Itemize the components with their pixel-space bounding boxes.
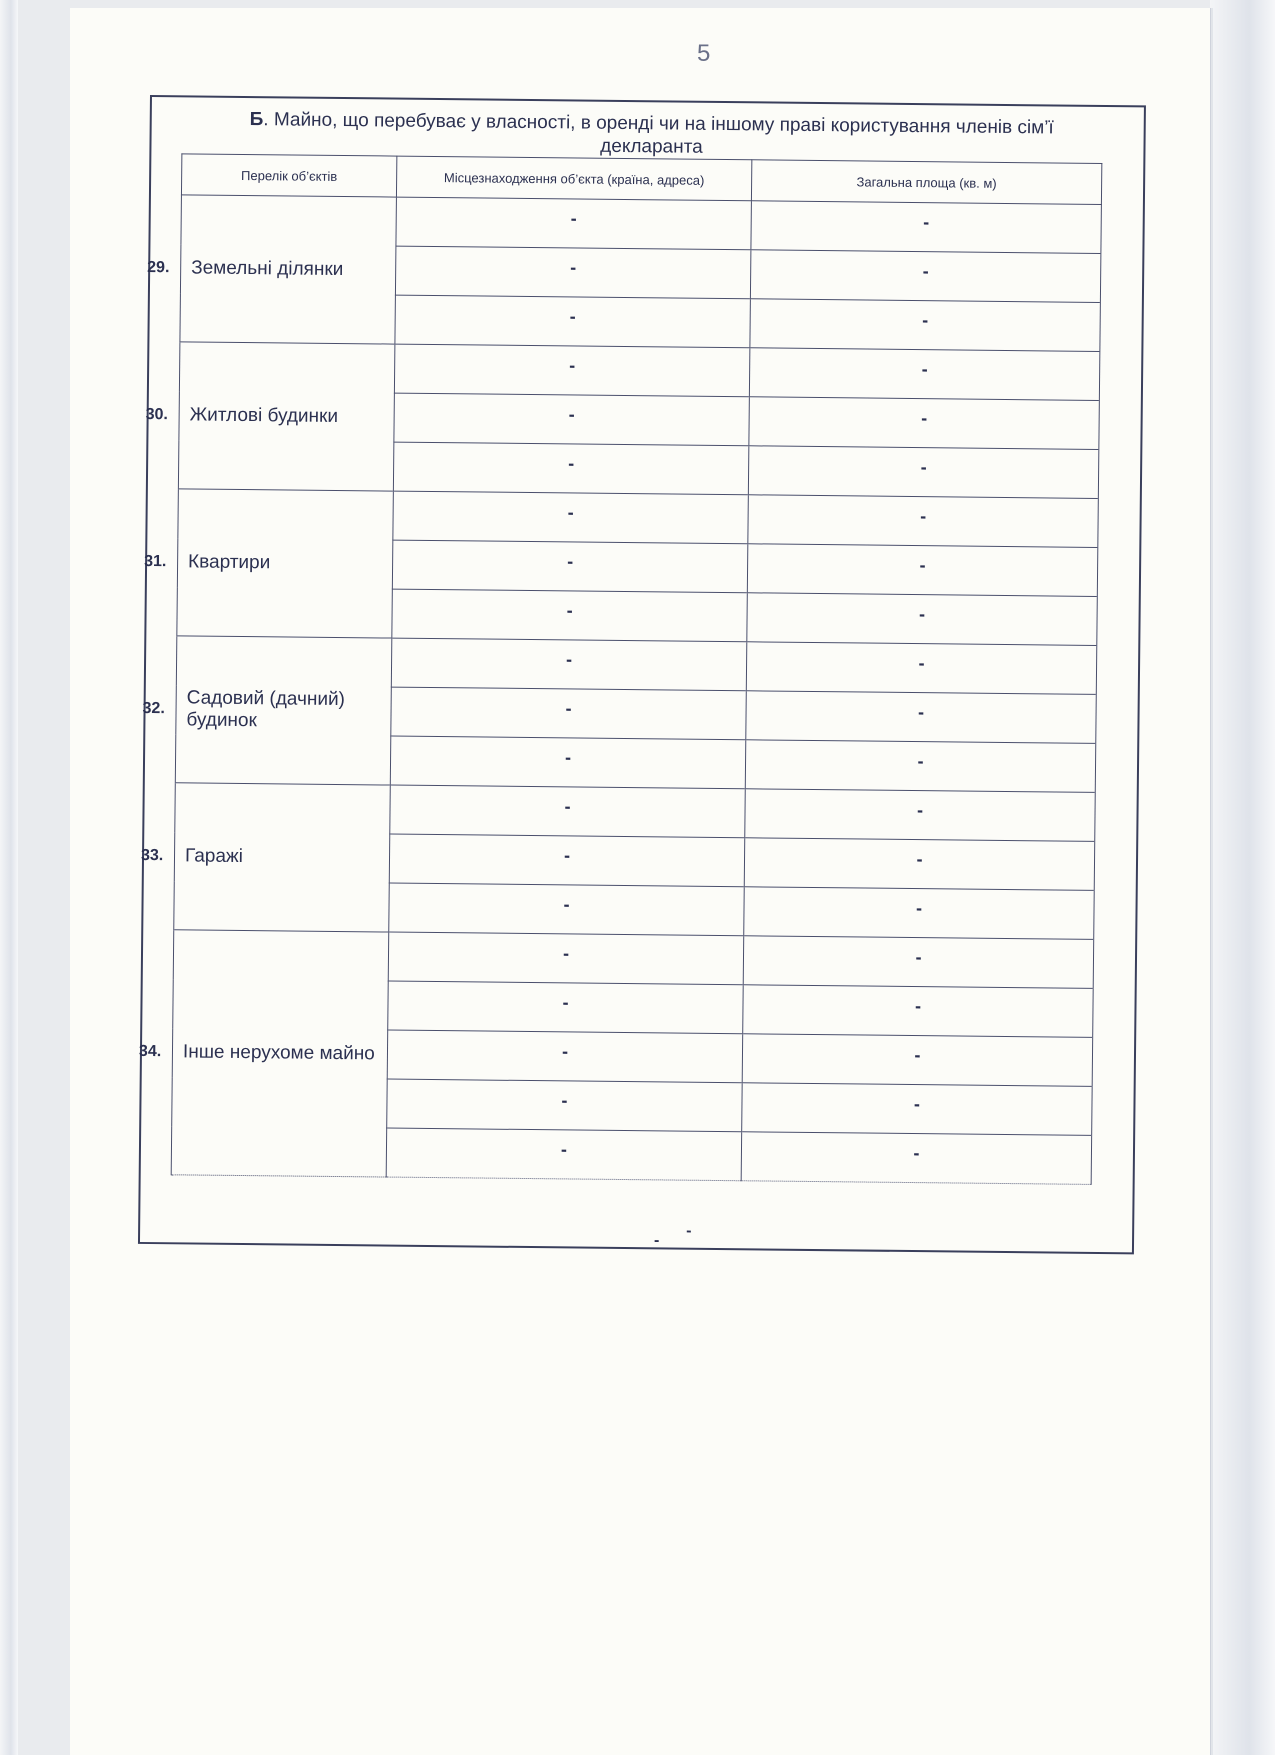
location-cell (388, 981, 743, 1034)
location-cell-value: - (570, 208, 577, 229)
area-cell (744, 887, 1094, 940)
section-title-text: . Майно, що перебуває у власності, в оренді чи на іншому праві користування членів сім’ї декларанта (263, 109, 1054, 158)
location-cell-value: - (570, 257, 577, 278)
category-label: Квартири (188, 551, 271, 574)
area-cell-value: - (919, 555, 926, 576)
area-cell (748, 446, 1098, 499)
category-cell (144, 489, 394, 638)
area-cell-value: - (917, 702, 925, 723)
location-cell-value: - (569, 355, 576, 376)
table-row (179, 342, 1099, 401)
area-cell (746, 691, 1096, 744)
row-number: 34. (138, 1042, 162, 1061)
area-cell (741, 1132, 1091, 1185)
area-cell-value: - (915, 898, 923, 919)
area-cell (745, 789, 1095, 842)
category-label: Садовий (дачний) будинок (186, 687, 346, 732)
row-number: 30. (145, 405, 168, 424)
location-cell-value: - (566, 600, 573, 621)
table-row (178, 489, 1098, 548)
area-cell-value: - (921, 359, 928, 380)
area-cell-value: - (920, 506, 927, 527)
area-cell (750, 299, 1100, 352)
area-cell (743, 985, 1093, 1038)
location-cell-value: - (569, 306, 576, 327)
trailing-mark-right: - (686, 1222, 692, 1240)
table-row (173, 930, 1093, 989)
scanner-edge-right (1210, 0, 1275, 1755)
area-cell-value: - (915, 947, 922, 968)
category-label: Гаражі (184, 845, 243, 868)
area-cell-value: - (916, 800, 924, 821)
location-cell-value: - (567, 551, 574, 572)
category-label: Інше нерухоме майно (182, 1041, 375, 1065)
location-cell-value: - (563, 845, 571, 866)
location-cell-value: - (561, 1090, 568, 1111)
scanner-edge-left (0, 0, 18, 1755)
area-cell (742, 1034, 1092, 1087)
row-number: 32. (142, 699, 165, 718)
area-cell (745, 740, 1095, 793)
area-cell (748, 495, 1098, 548)
section-letter: Б (249, 109, 264, 131)
table-row (181, 195, 1101, 254)
area-cell (744, 838, 1094, 891)
row-number: 33. (140, 846, 164, 865)
area-cell-value: - (917, 751, 924, 772)
location-cell (393, 491, 748, 544)
area-cell-value: - (913, 1143, 920, 1164)
location-cell (387, 1079, 742, 1132)
location-cell-value: - (566, 649, 573, 670)
location-cell-value: - (563, 894, 570, 915)
location-cell-value: - (560, 1139, 568, 1160)
area-cell-value: - (922, 261, 929, 282)
area-cell-value: - (914, 1045, 921, 1066)
location-cell (394, 393, 749, 446)
location-cell (393, 442, 748, 495)
table-body (138, 195, 1101, 1185)
location-cell (396, 197, 751, 250)
area-cell-value: - (913, 1094, 921, 1115)
row-number: 31. (144, 552, 167, 571)
table-row (175, 783, 1095, 842)
section-frame (138, 95, 1146, 1254)
category-cell (138, 930, 389, 1177)
area-cell (743, 936, 1093, 989)
location-cell (387, 1030, 742, 1083)
area-cell-value: - (923, 212, 930, 233)
area-cell-value: - (918, 653, 925, 674)
area-cell (750, 250, 1100, 303)
area-cell-value: - (920, 457, 927, 478)
category-label: Житлові будинки (189, 404, 339, 427)
area-cell (747, 593, 1097, 646)
area-cell (749, 348, 1099, 401)
category-label: Земельні ділянки (191, 257, 344, 281)
area-cell-value: - (919, 604, 926, 625)
location-cell (389, 834, 744, 887)
area-cell (747, 544, 1097, 597)
location-cell (395, 246, 750, 299)
area-cell-value: - (922, 310, 929, 331)
page-number: 5 (697, 40, 711, 67)
row-number: 29. (147, 258, 170, 277)
category-cell (140, 783, 391, 932)
location-cell-value: - (565, 698, 572, 719)
header-area: Загальна площа (кв. м) (751, 160, 1101, 205)
location-cell (391, 638, 746, 691)
area-cell-value: - (921, 408, 928, 429)
location-cell-value: - (568, 404, 575, 425)
location-cell (390, 736, 745, 789)
area-cell (742, 1083, 1092, 1136)
location-cell-value: - (564, 796, 571, 817)
assets-table (138, 153, 1103, 1185)
location-cell (386, 1128, 741, 1181)
category-cell (145, 342, 395, 491)
location-cell-value: - (564, 747, 572, 768)
category-cell (142, 636, 392, 785)
location-cell-value: - (568, 453, 575, 474)
location-cell (392, 540, 747, 593)
location-cell-value: - (562, 943, 570, 964)
area-cell-value: - (914, 996, 922, 1017)
area-cell (751, 201, 1101, 254)
location-cell (388, 932, 743, 985)
header-objects: Перелік об’єктів (181, 154, 396, 197)
header-location: Місцезнаходження об’єкта (країна, адреса) (396, 156, 751, 201)
area-cell (749, 397, 1099, 450)
location-cell (390, 785, 745, 838)
location-cell (389, 883, 744, 936)
location-cell-value: - (561, 1041, 569, 1062)
area-cell-value: - (916, 849, 923, 870)
table-row (176, 636, 1096, 695)
location-cell-value: - (567, 502, 574, 523)
trailing-mark-center: - (654, 1232, 660, 1249)
location-cell (394, 344, 749, 397)
area-cell (746, 642, 1096, 695)
location-cell-value: - (562, 992, 569, 1013)
location-cell (392, 589, 747, 642)
location-cell (395, 295, 750, 348)
location-cell (391, 687, 746, 740)
category-cell (147, 195, 397, 344)
